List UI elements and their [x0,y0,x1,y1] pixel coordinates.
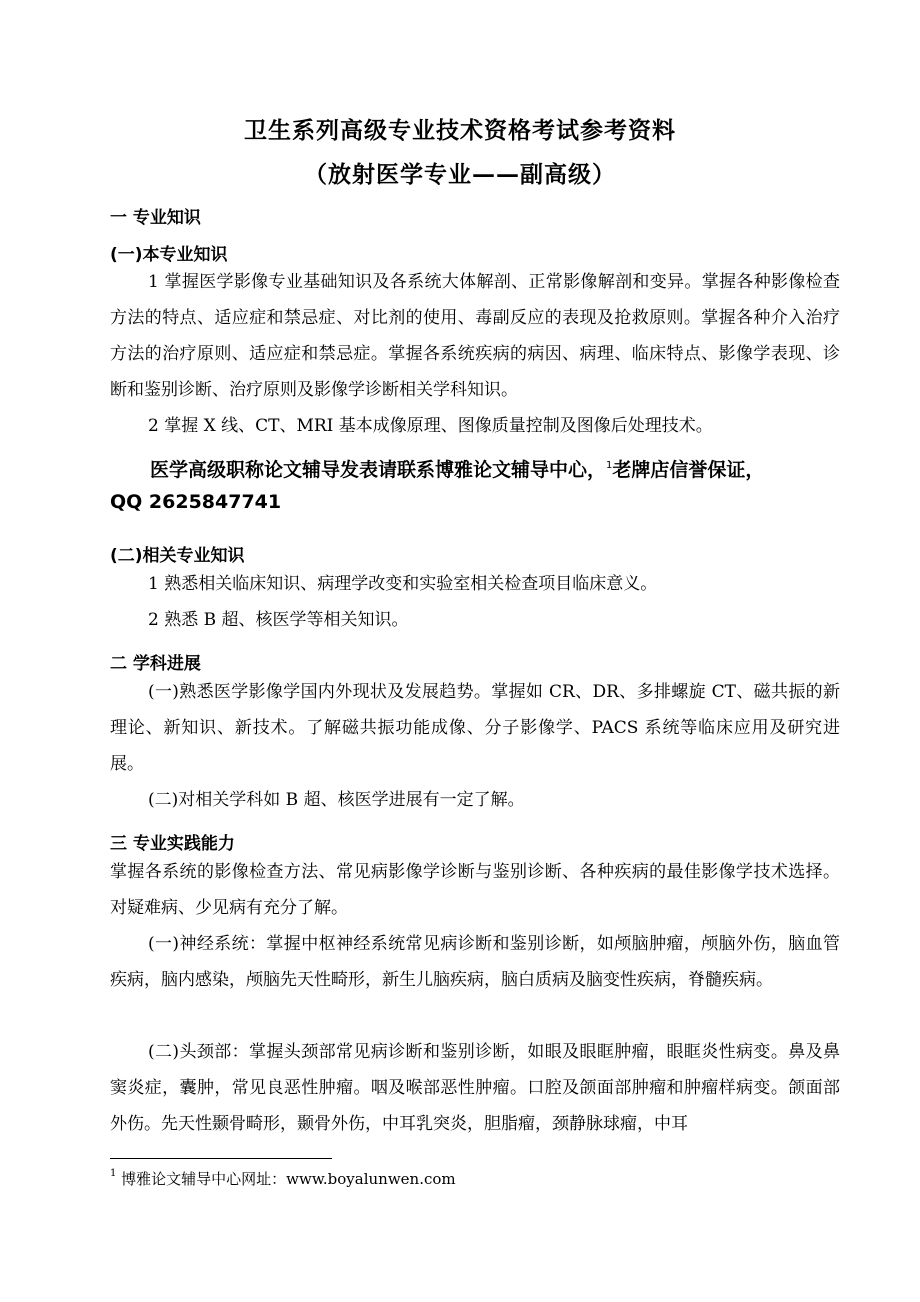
footnote-text: 博雅论文辅导中心网址：www.boyalunwen.com [121,1170,456,1188]
promo-qq: QQ 2625847741 [110,491,282,513]
subsection-heading-2: (二)相关专业知识 [110,546,245,566]
promo-notice [110,450,855,518]
paragraph: (一)神经系统：掌握中枢神经系统常见病诊断和鉴别诊断，如颅脑肿瘤，颅脑外伤，脑血管疾病，脑内感染，颅脑先天性畸形，新生儿脑疾病，脑白质病及脑变性疾病，脊髓疾病。 [110,934,840,990]
footnote [110,1168,456,1189]
promo-text: 医学高级职称论文辅导发表请联系博雅论文辅导中心， [150,459,607,481]
promo-text-2: 老牌店信誉保证， [612,459,765,481]
paragraph: (一)熟悉医学影像学国内外现状及发展趋势。掌握如 CR、DR、多排螺旋 CT、磁共振的新理论、新知识、新技术。了解磁共振功能成像、分子影像学、PACS 系统等临床应用及研究进展。 [110,682,840,774]
paragraph: 掌握各系统的影像检查方法、常见病影像学诊断与鉴别诊断、各种疾病的最佳影像学技术选择。对疑难病、少见病有充分了解。 [110,862,840,918]
paragraph: 2 掌握 X 线、CT、MRI 基本成像原理、图像质量控制及图像后处理技术。 [148,416,713,436]
paragraph: 1 熟悉相关临床知识、病理学改变和实验室相关检查项目临床意义。 [148,574,658,594]
paragraph: 1 掌握医学影像专业基础知识及各系统大体解剖、正常影像解剖和变异。掌握各种影像检查方法的特点、适应症和禁忌症、对比剂的使用、毒副反应的表现及抢救原则。掌握各种介入治疗方法的治疗原则、适应症和禁忌症。掌握各系统疾病的病因、病理、临床特点、影像学表现、诊断和鉴别诊断、治疗原则及影像学诊断相关学科知识。 [110,272,840,400]
paragraph: 2 熟悉 B 超、核医学等相关知识。 [148,610,409,630]
section-heading-3: 三 专业实践能力 [110,834,235,854]
section-heading-1: 一 专业知识 [110,208,201,228]
footnote-reference: 1 [606,460,613,471]
subsection-heading-1: (一)本专业知识 [110,245,228,265]
footnote-number: 1 [110,1168,117,1179]
document-title: 卫生系列高级专业技术资格考试参考资料 [244,117,676,144]
section-heading-2: 二 学科进展 [110,654,201,674]
document-subtitle: （放射医学专业——副高级） [304,161,616,188]
footnote-divider [110,1158,332,1159]
paragraph: (二)对相关学科如 B 超、核医学进展有一定了解。 [148,790,525,810]
paragraph: (二)头颈部：掌握头颈部常见病诊断和鉴别诊断，如眼及眼眶肿瘤，眼眶炎性病变。鼻及鼻窦炎症，囊肿，常见良恶性肿瘤。咽及喉部恶性肿瘤。口腔及颌面部肿瘤和肿瘤样病变。颌面部外伤。先天性颞骨畸形，颞骨外伤，中耳乳突炎，胆脂瘤，颈静脉球瘤，中耳 [110,1042,840,1134]
